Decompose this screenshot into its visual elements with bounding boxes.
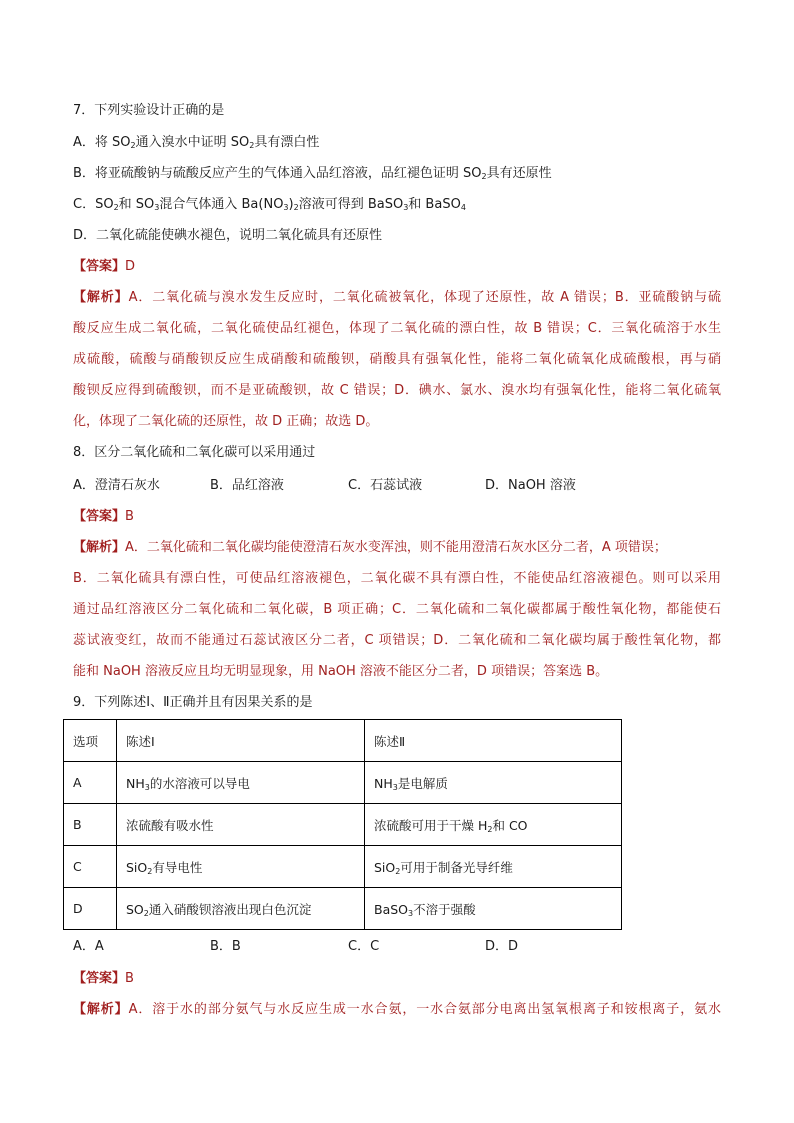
q9-answer xyxy=(73,969,721,989)
analysis-label: 【解析】 xyxy=(73,540,126,555)
answer-label: 【答案】 xyxy=(73,259,126,274)
analysis-label: 【解析】 xyxy=(73,290,129,305)
analysis-label: 【解析】 xyxy=(73,1002,129,1017)
table-cell-option: D xyxy=(64,888,117,930)
q8-analysis-line-1: 【解析】A．二氧化硫和二氧化碳均能使澄清石灰水变浑浊，则不能用澄清石灰水区分二者，A 项错误； xyxy=(73,540,667,555)
q7-analysis-line-4: 酸钡反应得到硫酸钡，而不是亚硫酸钡，故 C 错误；D．碘水、氯水、溴水均有强氧化性，能将二氧化硫氧 xyxy=(73,383,721,398)
answer-value: B xyxy=(125,509,134,524)
table-cell-statement-1: $SO_2$通入硝酸钡溶液出现白色沉淀 xyxy=(117,888,365,930)
q8-answer xyxy=(73,507,721,527)
q7-option-c: C．$SO_2$和 $SO_3$混合气体通入 $Ba(NO_3)_2$溶液可得到 BaSO$_3$和 BaSO$_4$ xyxy=(73,197,466,212)
table-cell-statement-2: $NH_3$是电解质 xyxy=(365,762,622,804)
table-header-cell: 陈述Ⅱ xyxy=(365,720,622,762)
q9-option-c: C．C xyxy=(348,939,380,954)
q7-option-d: D．二氧化硫能使碘水褪色，说明二氧化硫具有还原性 xyxy=(73,228,383,243)
table-cell-statement-2: BaSO$_3$不溶于强酸 xyxy=(365,888,622,930)
q8-options xyxy=(73,476,721,496)
table-cell-option: A xyxy=(64,762,117,804)
answer-label: 【答案】 xyxy=(73,509,126,524)
q8-analysis-line-4: 蕊试液变红，故而不能通过石蕊试液区分二者，C 项错误；D．二氧化硫和二氧化碳均属于酸性氧化物，都 xyxy=(73,633,721,648)
q8-option-b: B．品红溶液 xyxy=(210,478,284,493)
q9-analysis-line-1: 【解析】A．溶于水的部分氨气与水反应生成一水合氨，一水合氨部分电离出氢氧根离子和铵根离子，氨水 xyxy=(73,1002,721,1017)
q8-analysis-line-3: 通过品红溶液区分二氧化硫和二氧化碳，B 项正确；C．二氧化硫和二氧化碳都属于酸性氧化物，都能使石 xyxy=(73,602,721,617)
table-cell-statement-1: $NH_3$的水溶液可以导电 xyxy=(117,762,365,804)
q8-option-a: A．澄清石灰水 xyxy=(73,478,160,493)
q7-option-a: A．将 $SO_2$通入溴水中证明 $SO_2$具有漂白性 xyxy=(73,135,320,150)
table-cell-statement-2: SiO$_2$可用于制备光导纤维 xyxy=(365,846,622,888)
table-cell-statement-1: SiO$_2$有导电性 xyxy=(117,846,365,888)
answer-value: B xyxy=(125,971,134,986)
q8-analysis-line-2: B．二氧化硫具有漂白性，可使品红溶液褪色，二氧化碳不具有漂白性，不能使品红溶液褪色。则可以采用 xyxy=(73,571,721,586)
q9-table xyxy=(63,719,622,930)
q9-option-b: B．B xyxy=(210,939,241,954)
table-cell-option: B xyxy=(64,804,117,846)
q7-analysis-line-2: 酸反应生成二氧化硫，二氧化硫使品红褪色，体现了二氧化硫的漂白性，故 B 错误；C．三氧化硫溶于水生 xyxy=(73,321,721,336)
table-row xyxy=(64,888,622,930)
q7-option-b: B．将亚硫酸钠与硫酸反应产生的气体通入品红溶液，品红褪色证明 $SO_2$具有还原性 xyxy=(73,166,552,181)
table-row xyxy=(64,762,622,804)
q7-answer xyxy=(73,257,721,277)
table-header-cell: 选项 xyxy=(64,720,117,762)
q7-analysis-line-1: 【解析】A．二氧化硫与溴水发生反应时，二氧化硫被氧化，体现了还原性，故 A 错误；B．亚硫酸钠与硫 xyxy=(73,290,721,305)
answer-value: D xyxy=(125,259,136,274)
table-cell-statement-2: 浓硫酸可用于干燥 $H_2$和 CO xyxy=(365,804,622,846)
answer-label: 【答案】 xyxy=(73,971,126,986)
q8-stem: 8．区分二氧化硫和二氧化碳可以采用通过 xyxy=(73,445,316,460)
q8-option-d: D．NaOH 溶液 xyxy=(485,478,576,493)
q8-analysis-line-5: 能和 NaOH 溶液反应且均无明显现象，用 NaOH 溶液不能区分二者，D 项错误；答案选 B。 xyxy=(73,664,609,679)
q7-analysis-line-3: 成硫酸，硫酸与硝酸钡反应生成硝酸和硫酸钡，硝酸具有强氧化性，能将二氧化硫氧化成硫酸根，再与硝 xyxy=(73,352,721,367)
q9-option-a: A．A xyxy=(73,939,104,954)
q9-options xyxy=(73,937,721,957)
q9-stem: 9．下列陈述Ⅰ、Ⅱ正确并且有因果关系的是 xyxy=(73,695,313,710)
q8-option-c: C．石蕊试液 xyxy=(348,478,423,493)
table-cell-option: C xyxy=(64,846,117,888)
table-cell-statement-1: 浓硫酸有吸水性 xyxy=(117,804,365,846)
table-row xyxy=(64,846,622,888)
table-header-row xyxy=(64,720,622,762)
q9-option-d: D．D xyxy=(485,939,519,954)
q7-stem: 7．下列实验设计正确的是 xyxy=(73,103,225,118)
table-header-cell: 陈述Ⅰ xyxy=(117,720,365,762)
table-row xyxy=(64,804,622,846)
q7-analysis-line-5: 化，体现了二氧化硫的还原性，故 D 正确；故选 D。 xyxy=(73,414,379,429)
